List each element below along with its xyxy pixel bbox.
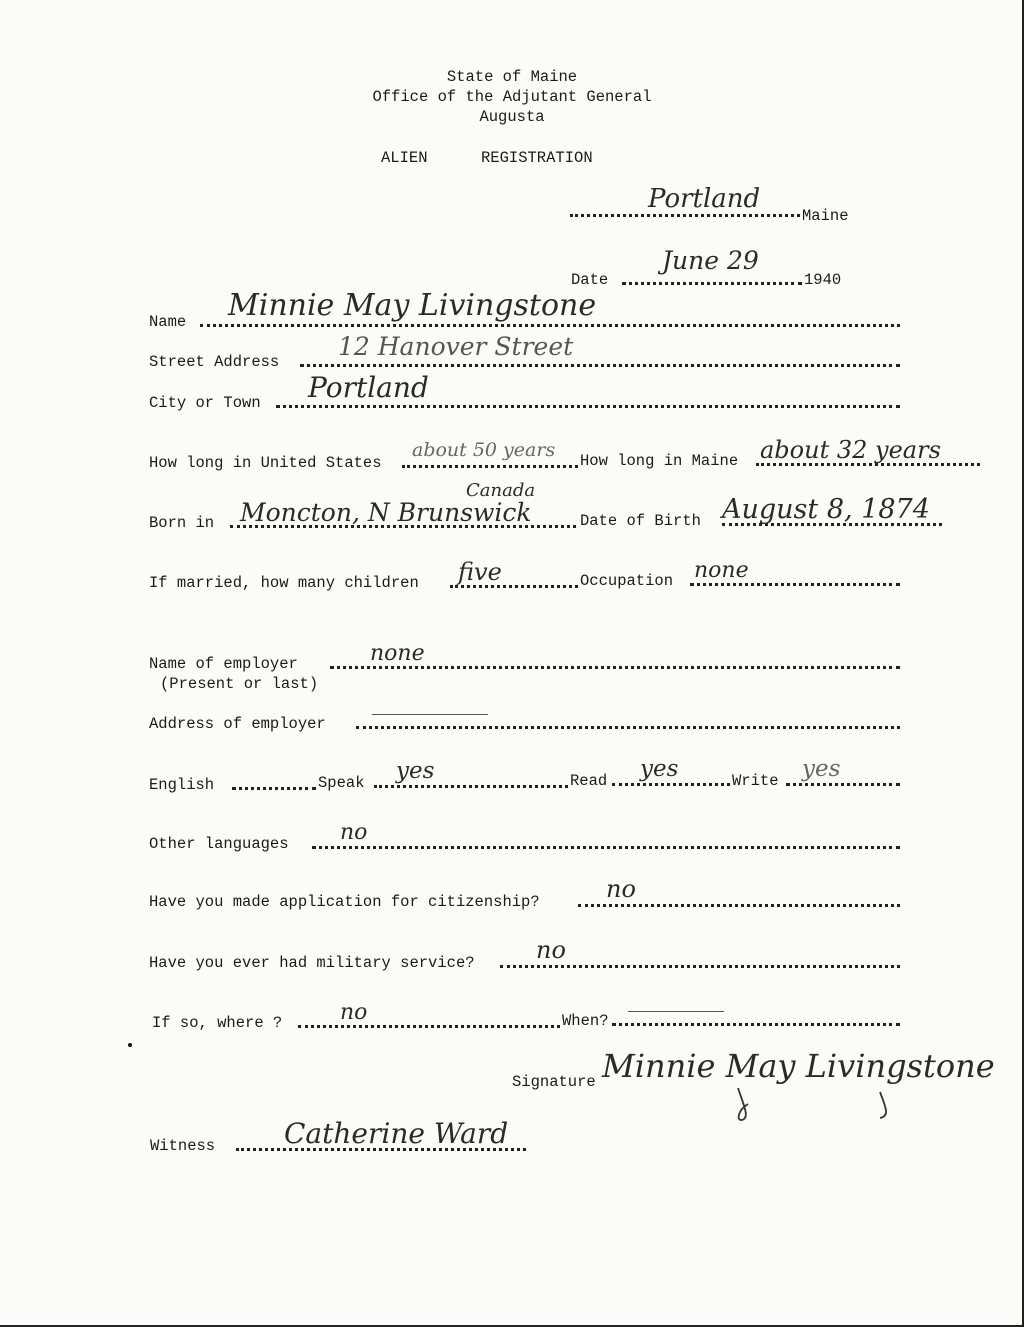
write-dots <box>786 783 900 786</box>
citizenship-label: Have you made application for citizenship? <box>149 893 540 911</box>
city-value: Portland <box>308 371 429 404</box>
where-label: If so, where ? <box>152 1014 283 1032</box>
born-value: Moncton, N Brunswick <box>240 498 532 527</box>
where-value: no <box>340 1000 368 1025</box>
street-label: Street Address <box>149 353 280 371</box>
speak-label: Speak <box>318 774 365 792</box>
military-label: Have you ever had military service? <box>149 954 475 972</box>
us-duration-dots <box>402 465 578 468</box>
other-languages-dots <box>312 846 900 849</box>
children-label: If married, how many children <box>149 574 419 592</box>
street-value: 12 Hanover Street <box>338 332 574 361</box>
when-dots <box>612 1023 900 1026</box>
english-dots <box>232 787 316 790</box>
date-label: Date <box>571 271 609 289</box>
header-state: State of Maine <box>446 68 578 86</box>
military-value: no <box>536 936 566 964</box>
city-label: City or Town <box>149 394 261 412</box>
write-label: Write <box>732 772 779 790</box>
signature-label: Signature <box>512 1073 596 1091</box>
occupation-value: none <box>694 558 749 583</box>
name-dots <box>200 324 900 327</box>
occupation-dots <box>690 583 900 586</box>
when-label: When? <box>562 1012 609 1030</box>
employer-sublabel: (Present or last) <box>160 675 319 693</box>
location-city: Portland <box>648 184 761 214</box>
form-title-registration: REGISTRATION <box>481 149 593 167</box>
where-dots <box>298 1025 560 1028</box>
read-dots <box>612 783 730 786</box>
children-value: five <box>458 558 502 586</box>
witness-value: Catherine Ward <box>284 1117 509 1150</box>
read-label: Read <box>570 772 608 790</box>
other-languages-value: no <box>340 820 368 845</box>
us-duration-label: How long in United States <box>149 454 382 472</box>
dob-value: August 8, 1874 <box>722 494 930 525</box>
name-label: Name <box>149 313 187 331</box>
dob-label: Date of Birth <box>580 512 701 530</box>
employer-address-dash <box>372 714 488 715</box>
employer-address-dots <box>356 726 900 729</box>
ink-speck <box>128 1043 132 1047</box>
citizenship-value: no <box>606 875 636 903</box>
maine-duration-label: How long in Maine <box>580 452 739 470</box>
date-value: June 29 <box>662 246 759 275</box>
maine-duration-value: about 32 years <box>760 436 941 464</box>
speak-dots <box>374 785 568 788</box>
form-title-alien: ALIEN <box>381 149 428 167</box>
english-label: English <box>149 776 215 794</box>
employer-value: none <box>370 641 425 666</box>
military-dots <box>500 965 900 968</box>
city-dots <box>276 405 900 408</box>
employer-dots <box>330 666 900 669</box>
employer-label: Name of employer <box>149 655 298 673</box>
location-state: Maine <box>802 207 849 225</box>
read-value: yes <box>640 756 679 782</box>
occupation-label: Occupation <box>580 572 674 590</box>
date-dots <box>622 282 802 285</box>
date-year: 1940 <box>804 271 842 289</box>
born-note: Canada <box>466 480 536 501</box>
signature-flourish <box>730 1084 990 1124</box>
street-dots <box>300 364 900 367</box>
citizenship-dots <box>578 904 900 907</box>
us-duration-value: about 50 years <box>412 439 556 461</box>
signature-value: Minnie May Livingstone <box>602 1047 995 1085</box>
speak-value: yes <box>396 758 435 784</box>
born-label: Born in <box>149 514 215 532</box>
name-value: Minnie May Livingstone <box>228 288 597 323</box>
header-city: Augusta <box>479 108 545 126</box>
when-dash <box>628 1011 724 1012</box>
employer-address-label: Address of employer <box>149 715 326 733</box>
location-dots <box>570 214 800 217</box>
witness-label: Witness <box>150 1137 216 1155</box>
write-value: yes <box>802 756 841 782</box>
header-office: Office of the Adjutant General <box>372 88 652 106</box>
other-languages-label: Other languages <box>149 835 289 853</box>
